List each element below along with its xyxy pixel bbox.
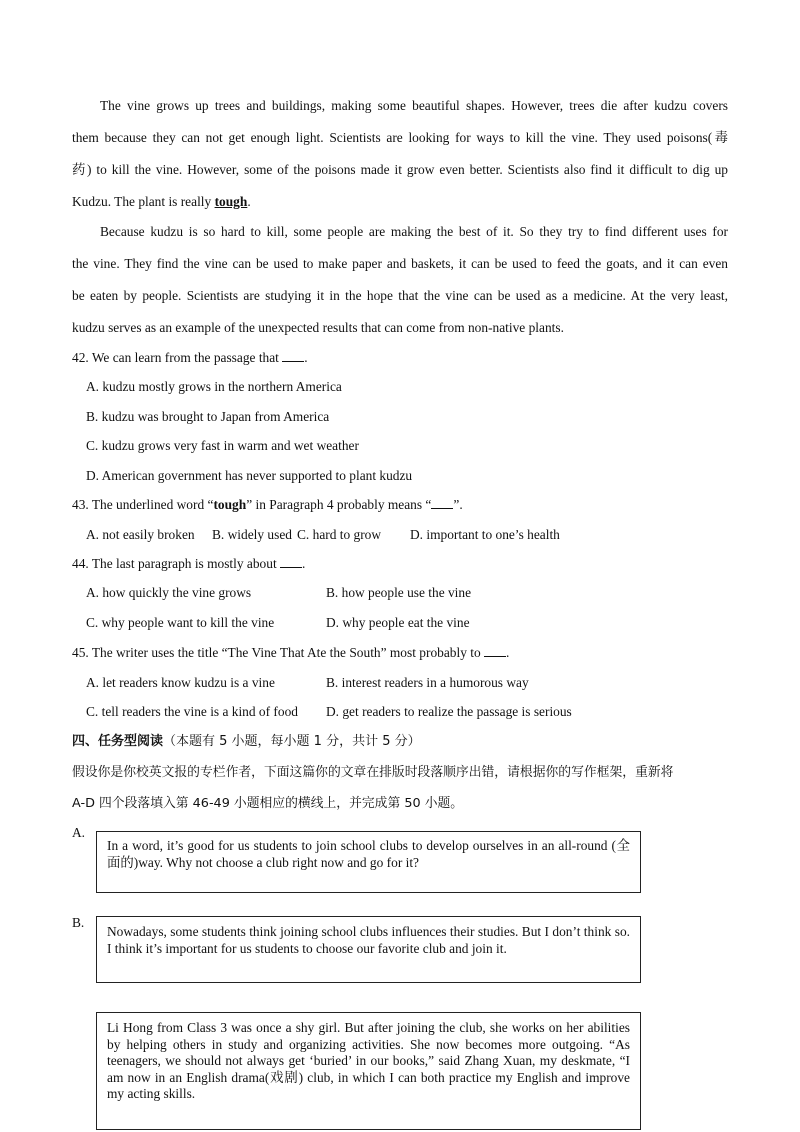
passage-line: [72, 193, 251, 211]
option: A. let readers know kudzu is a vine: [86, 675, 275, 690]
option: D. get readers to realize the passage is serious: [326, 704, 572, 719]
answer-blank: [282, 349, 304, 362]
stem-keyword: tough: [213, 497, 247, 512]
passage-line: kudzu serves as an example of the unexpected results that can come from non-native plants.: [72, 320, 564, 335]
stem-text: .: [302, 556, 306, 571]
option: C. why people want to kill the vine: [86, 615, 275, 630]
paragraph-box-a: [96, 831, 641, 893]
passage-text: Kudzu. The plant is really: [72, 194, 215, 209]
paragraph-box-b: [96, 916, 641, 983]
option: C. tell readers the vine is a kind of food: [86, 704, 298, 719]
stem-text: 42. We can learn from the passage that: [72, 350, 283, 365]
stem-text: ” in Paragraph 4 probably means “: [246, 497, 432, 512]
paragraph-label: B.: [72, 915, 85, 930]
paragraph-text: Nowadays, some students think joining school clubs influences their studies. But I don’t think so. I think it’s important for us students to choose our favorite club and join it.: [107, 924, 630, 956]
paragraph-box-c: [96, 1012, 641, 1130]
passage-line: the vine. They find the vine can be used to make paper and baskets, it can be used to feed the goats, and it can even: [72, 256, 728, 271]
option: B. how people use the vine: [326, 585, 472, 600]
option: A. not easily broken: [86, 527, 195, 542]
option: D. why people eat the vine: [326, 615, 470, 630]
answer-blank: [431, 496, 453, 509]
passage-line: Because kudzu is so hard to kill, some people are making the best of it. So they try to find different uses for: [100, 224, 728, 239]
passage-line: 药) to kill the vine. However, some of the poisons made it grow even better. Scientists also find it difficult to dig up: [72, 162, 728, 177]
question-stem: [72, 555, 305, 573]
answer-blank: [280, 555, 302, 568]
option: A. kudzu mostly grows in the northern America: [86, 379, 342, 394]
answer-blank: [484, 644, 506, 657]
option: A. how quickly the vine grows: [86, 585, 252, 600]
paragraph-label: A.: [72, 825, 86, 840]
section-title: 四、任务型阅读: [72, 734, 164, 749]
option: D. important to one’s health: [410, 527, 560, 542]
passage-line: The vine grows up trees and buildings, making some beautiful shapes. However, trees die after kudzu covers: [100, 98, 728, 113]
paragraph-text: In a word, it’s good for us students to join school clubs to develop ourselves in an all-round (全面的)way. Why not choose a club right now and go for it?: [107, 838, 630, 870]
stem-text: ”.: [453, 497, 463, 512]
question-stem: [72, 644, 509, 662]
section-intro-line: 假设你是你校英文报的专栏作者，下面这篇你的文章在排版时段落顺序出错，请根据你的写作框架，重新将: [72, 765, 674, 780]
underlined-word: tough: [214, 194, 248, 209]
stem-text: .: [304, 350, 308, 365]
option: B. interest readers in a humorous way: [326, 675, 529, 690]
question-stem: [72, 349, 308, 367]
paragraph-text: Li Hong from Class 3 was once a shy girl. But after joining the club, she works on her abilities by helping others in study and organizing activities. She now becomes more outgoing. “As teenagers, we should not always get ‘buried’ in our books,” said Zhang Xuan, my deskmate, “I am now in an English drama(戏剧) club, in which I can both practice my English and improve my acting skills.: [107, 1020, 630, 1101]
stem-text: 45. The writer uses the title “The Vine That Ate the South” most probably to: [72, 645, 484, 660]
stem-text: 44. The last paragraph is mostly about: [72, 556, 281, 571]
section-note: （本题有 5 小题，每小题 1 分，共计 5 分）: [163, 734, 421, 749]
option: D. American government has never supported to plant kudzu: [86, 468, 413, 483]
option: B. kudzu was brought to Japan from America: [86, 409, 330, 424]
passage-line: be eaten by people. Scientists are studying it in the hope that the vine can be used as a medicine. At the very least,: [72, 288, 728, 303]
option: C. kudzu grows very fast in warm and wet weather: [86, 438, 359, 453]
section-heading: [72, 733, 421, 751]
stem-text: .: [506, 645, 510, 660]
section-intro-line: A-D 四个段落填入第 46-49 小题相应的横线上，并完成第 50 小题。: [72, 796, 464, 811]
option: C. hard to grow: [297, 527, 382, 542]
option: B. widely used: [212, 527, 292, 542]
stem-text: 43. The underlined word “: [72, 497, 214, 512]
passage-text: .: [247, 194, 251, 209]
question-stem: [72, 496, 463, 514]
passage-line: them because they can not get enough light. Scientists are looking for ways to kill the vine. They used poisons(毒: [72, 130, 728, 145]
